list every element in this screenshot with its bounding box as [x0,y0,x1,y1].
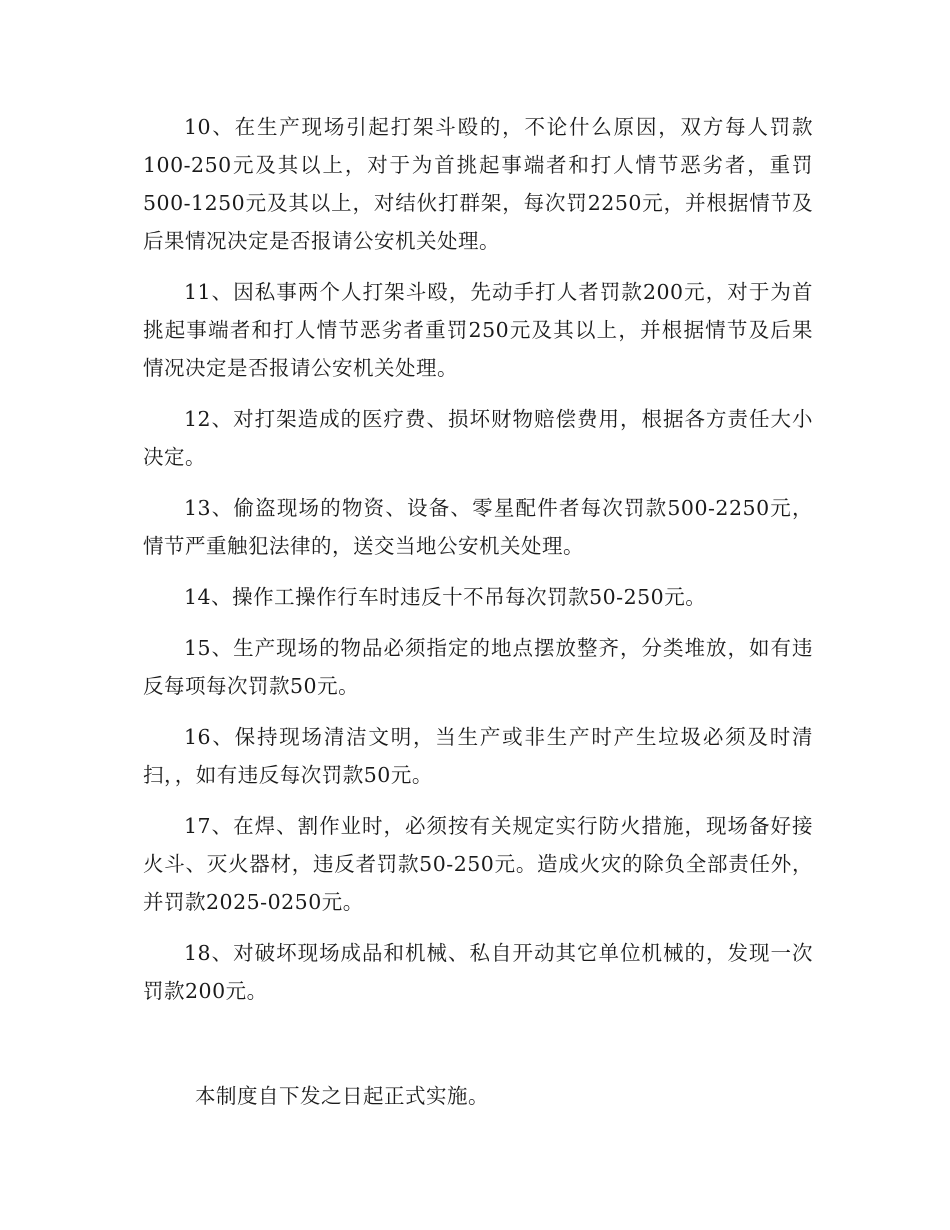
rule-paragraph-17: 17、在焊、割作业时，必须按有关规定实行防火措施，现场备好接火斗、灭火器材，违反者罚款50-250元。造成火灾的除负全部责任外，并罚款2025-0250元。 [143,814,813,914]
rule-paragraph-10: 10、在生产现场引起打架斗殴的，不论什么原因，双方每人罚款100-250元及其以上，对于为首挑起事端者和打人情节恶劣者，重罚500-1250元及其以上，对结伙打群架，每次罚2250元，并根据情节及后果情况决定是否报请公安机关处理。 [143,115,813,253]
rule-paragraph-15: 15、生产现场的物品必须指定的地点摆放整齐，分类堆放，如有违反每项每次罚款50元。 [143,636,813,698]
rule-paragraph-14: 14、操作工操作行车时违反十不吊每次罚款50-250元。 [184,585,707,609]
rule-paragraph-13: 13、偷盗现场的物资、设备、零星配件者每次罚款500-2250元，情节严重触犯法律的，送交当地公安机关处理。 [143,496,813,558]
closing-statement: 本制度自下发之日起正式实施。 [195,1084,489,1108]
rule-paragraph-16: 16、保持现场清洁文明，当生产或非生产时产生垃圾必须及时清扫，，如有违反每次罚款50元。 [143,725,813,787]
rule-paragraph-18: 18、对破坏现场成品和机械、私自开动其它单位机械的，发现一次罚款200元。 [143,941,813,1003]
rule-paragraph-12: 12、对打架造成的医疗费、损坏财物赔偿费用，根据各方责任大小决定。 [143,407,813,469]
document-body [143,108,813,1023]
rule-paragraph-11: 11、因私事两个人打架斗殴，先动手打人者罚款200元，对于为首挑起事端者和打人情节恶劣者重罚250元及其以上，并根据情节及后果情况决定是否报请公安机关处理。 [143,280,813,380]
